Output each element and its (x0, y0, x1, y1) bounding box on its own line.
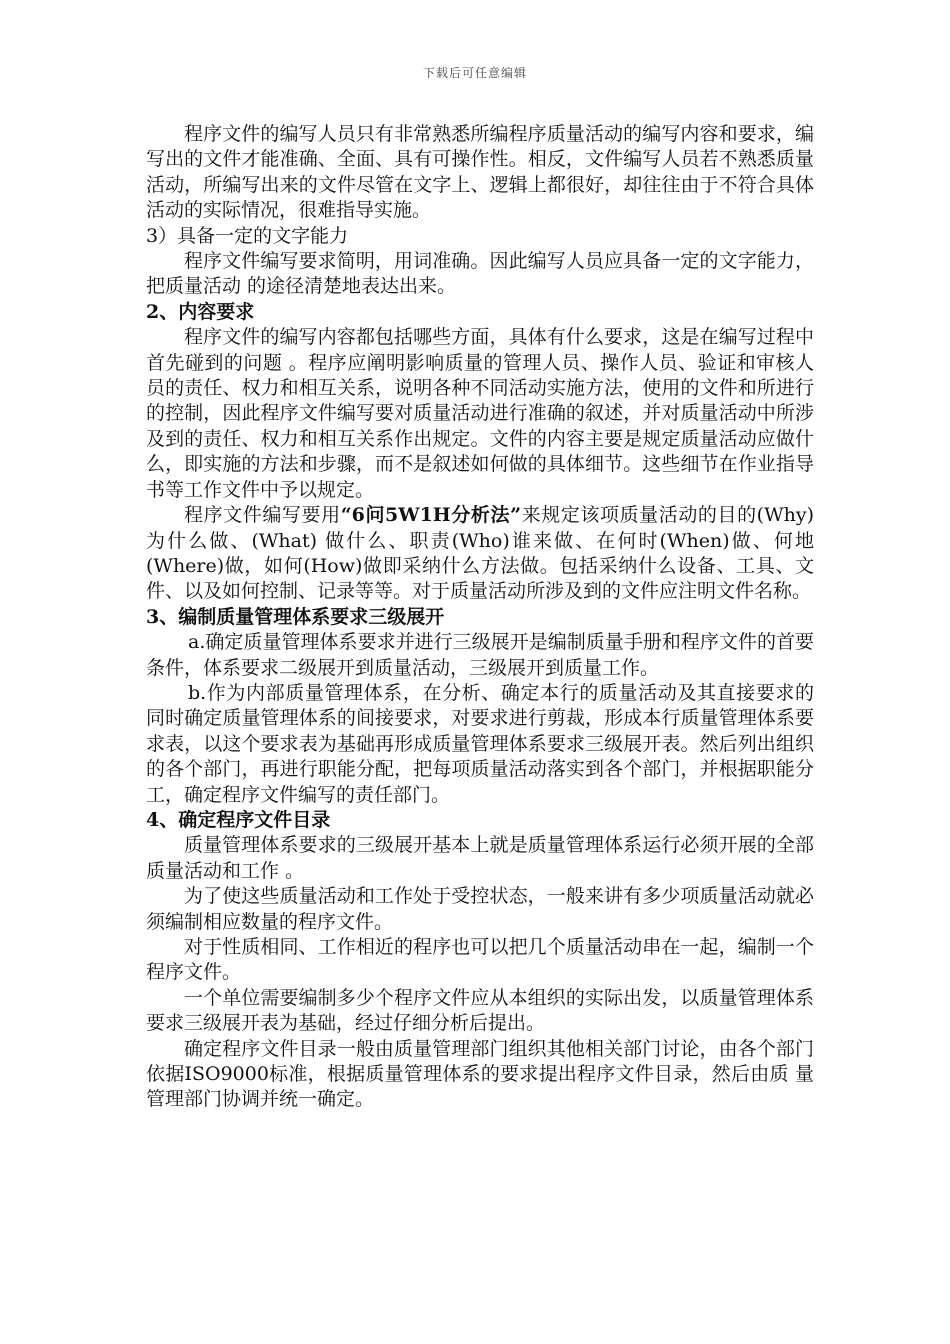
text-5w1h-method-name: “6问5W1H分析法” (340, 504, 522, 527)
paragraph-writer-familiarity: 程序文件的编写人员只有非常熟悉所编程序质量活动的编写内容和要求，编写出的文件才能准确、全面、具有可操作性。相反，文件编写人员若不熟悉质量活动，所编写出来的文件尽管在文字上、逻辑上都很好，却往往由于不符合具体活动的实际情况，很难指导实施。 (146, 123, 814, 222)
paragraph-controlled-state: 为了使这些质量活动和工作处于受控状态，一般来讲有多少项质量活动就必须编制相应数量的程序文件。 (146, 885, 814, 933)
document-body (146, 122, 814, 1113)
section-heading-content-requirements: 2、内容要求 (146, 300, 255, 323)
paragraph-item-b: b.作为内部质量管理体系，在分析、确定本行的质量活动及其直接要求的同时确定质量管理体系的间接要求，对要求进行剪裁，形成本行质量管理体系要求表，以这个要求表为基础再形成质量管理体系要求三级展开表。然后列出组织的各个部门，再进行职能分配，把每项质量活动落实到各个部门，并根据职能分工，确定程序文件编写的责任部门。 (146, 681, 814, 806)
paragraph-three-level-activities: 质量管理体系要求的三级展开基本上就是质量管理体系运行必须开展的全部质量活动和工作 。 (146, 834, 814, 882)
section-heading-three-level-expansion: 3、编制质量管理体系要求三级展开 (146, 605, 445, 628)
paragraph-catalog-determination: 确定程序文件目录一般由质量管理部门组织其他相关部门讨论，由各个部门依据ISO9000标准，根据质量管理体系的要求提出程序文件目录，然后由质 量管理部门协调并统一确定。 (146, 1037, 814, 1111)
paragraph-item-a: a.确定质量管理体系要求并进行三级展开是编制质量手册和程序文件的首要条件，体系要求二级展开到质量活动，三级展开到质量工作。 (146, 631, 814, 679)
section-heading-procedure-catalog: 4、确定程序文件目录 (146, 808, 331, 831)
paragraph-content-scope: 程序文件的编写内容都包括哪些方面，具体有什么要求，这是在编写过程中首先碰到的问题 。程序应阐明影响质量的管理人员、操作人员、验证和审核人员的责任、权力和相互关系，说明各种不同活动实施方法，使用的文件和所进行的控制，因此程序文件编写要对质量活动进行准确的叙述，并对质量活动中所涉及到的责任、权力和相互关系作出规定。文件的内容主要是规定质量活动应做什么，即实施的方法和步骤，而不是叙述如何做的具体细节。这些细节在作业指导书等工作文件中予以规定。 (146, 326, 814, 501)
paragraph-writing-requirement: 程序文件编写要求简明，用词准确。因此编写人员应具备一定的文字能力，把质量活动 的途径清楚地表达出来。 (146, 250, 814, 298)
paragraph-procedure-count: 一个单位需要编制多少个程序文件应从本组织的实际出发，以质量管理体系要求三级展开表为基础，经过仔细分析后提出。 (146, 986, 814, 1035)
page-header-watermark: 下载后可任意编辑 (422, 66, 527, 80)
paragraph-combine-procedures: 对于性质相同、工作相近的程序也可以把几个质量活动串在一起，编制一个程序文件。 (146, 936, 814, 984)
paragraph-5w1h-method (146, 503, 814, 605)
list-item-writing-ability: 3）具备一定的文字能力 (146, 224, 349, 247)
text-5w1h-intro: 程序文件编写要用 (184, 504, 341, 527)
text-5w1h-detail: 来规定该项质量活动的目的(Why)为什么做、(What) 做什么、职责(Who)谁来做、在何时(When)做、何地(Where)做，如何(How)做即采纳什么方法做。包括采纳什么设备、工具、文件、以及如何控制、记录等等。对于质量活动所涉及到的文件应注明文件名称。 (146, 504, 815, 603)
